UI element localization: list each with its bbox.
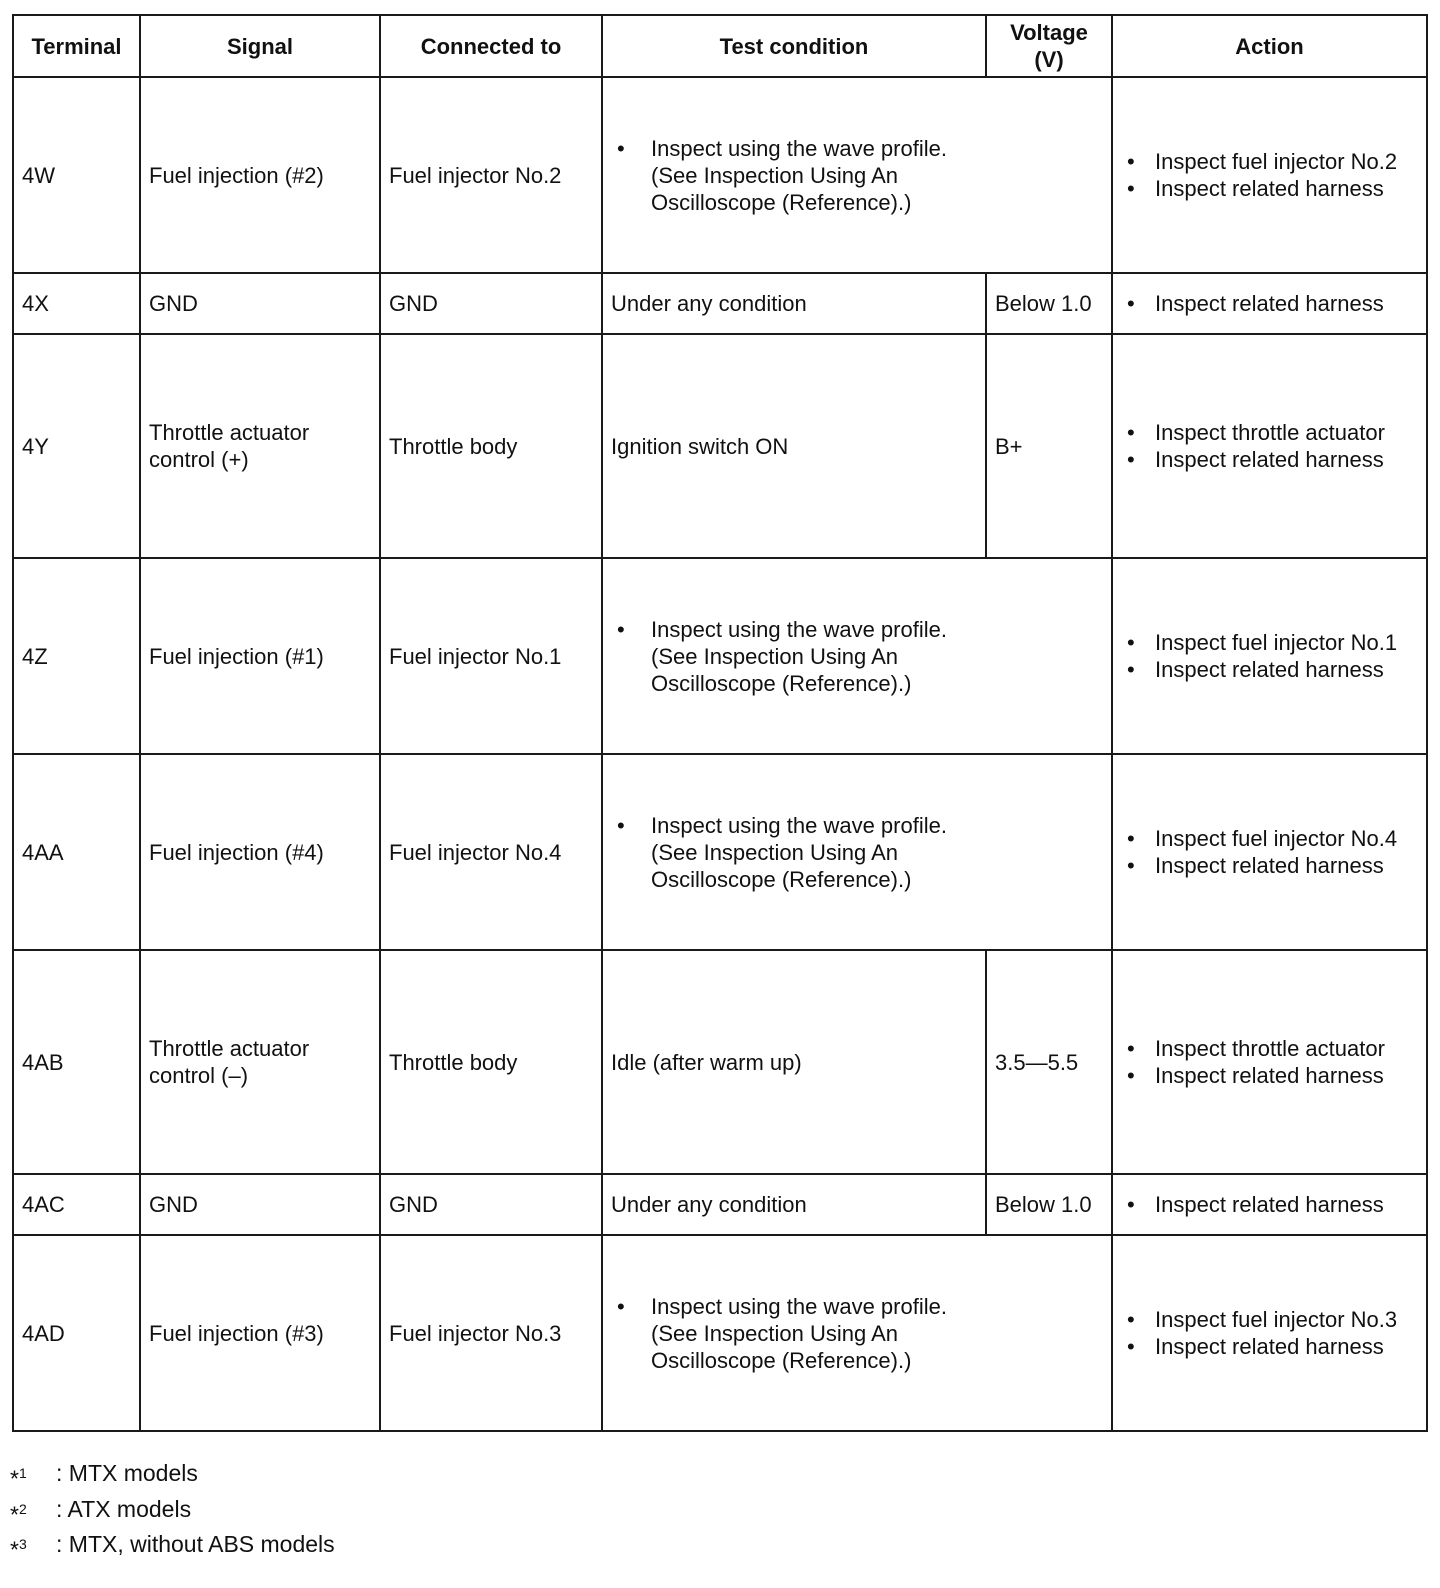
cell-connected-to: Fuel injector No.3 bbox=[380, 1235, 602, 1431]
footnote-mark bbox=[10, 1529, 56, 1565]
cell-signal: Fuel injection (#1) bbox=[140, 558, 380, 754]
bullet-icon: • bbox=[1127, 826, 1135, 851]
table-row bbox=[13, 77, 1427, 273]
action-item bbox=[1121, 1333, 1418, 1360]
bullet-icon: • bbox=[1127, 657, 1135, 682]
header-action: Action bbox=[1112, 15, 1427, 77]
action-item bbox=[1121, 1306, 1418, 1333]
cell-test-condition bbox=[602, 558, 1112, 754]
cell-signal: Throttle actuator control (+) bbox=[140, 334, 380, 558]
footnote-3 bbox=[10, 1529, 335, 1565]
cell-connected-to: Fuel injector No.1 bbox=[380, 558, 602, 754]
footnote-number: 2 bbox=[18, 1500, 27, 1517]
cell-test-condition bbox=[602, 1235, 1112, 1431]
action-item bbox=[1121, 419, 1418, 446]
action-item bbox=[1121, 629, 1418, 656]
bullet-icon: • bbox=[1127, 176, 1135, 201]
cell-action bbox=[1112, 950, 1427, 1174]
bullet-icon: • bbox=[1127, 630, 1135, 655]
cell-terminal: 4Y bbox=[13, 334, 140, 558]
action-item bbox=[1121, 175, 1418, 202]
footnote-number: 3 bbox=[18, 1536, 27, 1553]
footnote-2 bbox=[10, 1494, 335, 1530]
action-text: Inspect related harness bbox=[1155, 291, 1384, 316]
footnote-text: : MTX models bbox=[56, 1460, 198, 1486]
cell-test-condition: Under any condition bbox=[602, 1174, 986, 1235]
cell-signal: Fuel injection (#4) bbox=[140, 754, 380, 950]
test-condition-text: Inspect using the wave profile. (See Inspection Using An Oscilloscope (Reference).) bbox=[651, 616, 947, 696]
cell-test-condition: Under any condition bbox=[602, 273, 986, 334]
cell-terminal: 4W bbox=[13, 77, 140, 273]
footnotes bbox=[10, 1458, 335, 1565]
bullet-icon: • bbox=[617, 1293, 625, 1319]
bullet-icon: • bbox=[1127, 1192, 1135, 1217]
cell-connected-to: Throttle body bbox=[380, 950, 602, 1174]
test-condition-text: Inspect using the wave profile. (See Inspection Using An Oscilloscope (Reference).) bbox=[651, 812, 947, 892]
footnote-number: 1 bbox=[18, 1465, 27, 1481]
cell-test-condition bbox=[602, 77, 1112, 273]
cell-connected-to: GND bbox=[380, 273, 602, 334]
test-condition-text: Inspect using the wave profile. (See Inspection Using An Oscilloscope (Reference).) bbox=[651, 1293, 947, 1373]
header-voltage: Voltage (V) bbox=[986, 15, 1112, 77]
action-text: Inspect throttle actuator bbox=[1155, 1036, 1385, 1061]
table-row bbox=[13, 754, 1427, 950]
table-row bbox=[13, 273, 1427, 334]
cell-action bbox=[1112, 754, 1427, 950]
table-row bbox=[13, 950, 1427, 1174]
cell-action bbox=[1112, 1174, 1427, 1235]
bullet-icon: • bbox=[1127, 420, 1135, 445]
action-item bbox=[1121, 1035, 1418, 1062]
action-item bbox=[1121, 148, 1418, 175]
footnote-text: : ATX models bbox=[56, 1495, 192, 1522]
footnote-asterisk: * bbox=[10, 1501, 19, 1528]
cell-terminal: 4Z bbox=[13, 558, 140, 754]
footnote-1 bbox=[10, 1458, 335, 1494]
action-text: Inspect related harness bbox=[1155, 853, 1384, 878]
cell-connected-to: Fuel injector No.2 bbox=[380, 77, 602, 273]
test-condition-text: Inspect using the wave profile. (See Inspection Using An Oscilloscope (Reference).) bbox=[651, 135, 947, 215]
cell-signal: Throttle actuator control (–) bbox=[140, 950, 380, 1174]
table-header-row bbox=[13, 15, 1427, 77]
cell-terminal: 4AA bbox=[13, 754, 140, 950]
action-text: Inspect related harness bbox=[1155, 1192, 1384, 1217]
bullet-icon: • bbox=[1127, 291, 1135, 316]
action-item bbox=[1121, 656, 1418, 683]
cell-connected-to: Fuel injector No.4 bbox=[380, 754, 602, 950]
cell-signal: Fuel injection (#2) bbox=[140, 77, 380, 273]
header-signal: Signal bbox=[140, 15, 380, 77]
action-item bbox=[1121, 852, 1418, 879]
header-test-condition: Test condition bbox=[602, 15, 986, 77]
cell-voltage: B+ bbox=[986, 334, 1112, 558]
action-item bbox=[1121, 1062, 1418, 1089]
bullet-icon: • bbox=[617, 812, 625, 838]
bullet-icon: • bbox=[1127, 853, 1135, 878]
action-item bbox=[1121, 1191, 1418, 1218]
cell-terminal: 4X bbox=[13, 273, 140, 334]
cell-action bbox=[1112, 77, 1427, 273]
bullet-icon: • bbox=[1127, 1307, 1135, 1332]
cell-terminal: 4AC bbox=[13, 1174, 140, 1235]
terminal-spec-table bbox=[12, 14, 1428, 1432]
cell-connected-to: GND bbox=[380, 1174, 602, 1235]
table-row bbox=[13, 558, 1427, 754]
action-item bbox=[1121, 290, 1418, 317]
action-item bbox=[1121, 825, 1418, 852]
cell-terminal: 4AB bbox=[13, 950, 140, 1174]
bullet-icon: • bbox=[1127, 447, 1135, 472]
cell-action bbox=[1112, 334, 1427, 558]
cell-action bbox=[1112, 273, 1427, 334]
cell-test-condition: Ignition switch ON bbox=[602, 334, 986, 558]
footnote-mark bbox=[10, 1494, 56, 1530]
bullet-icon: • bbox=[617, 135, 625, 161]
header-connected-to: Connected to bbox=[380, 15, 602, 77]
footnote-mark bbox=[10, 1458, 56, 1494]
cell-action bbox=[1112, 558, 1427, 754]
cell-voltage: Below 1.0 bbox=[986, 1174, 1112, 1235]
table-row bbox=[13, 1174, 1427, 1235]
action-text: Inspect fuel injector No.4 bbox=[1155, 826, 1398, 851]
bullet-icon: • bbox=[1127, 1036, 1135, 1061]
bullet-icon: • bbox=[1127, 149, 1135, 174]
footnote-text: : MTX, without ABS models bbox=[56, 1531, 335, 1558]
footnote-asterisk: * bbox=[10, 1536, 19, 1563]
action-text: Inspect fuel injector No.2 bbox=[1155, 149, 1398, 174]
action-text: Inspect fuel injector No.3 bbox=[1155, 1307, 1398, 1332]
action-text: Inspect related harness bbox=[1155, 1334, 1384, 1359]
action-text: Inspect related harness bbox=[1155, 1063, 1384, 1088]
footnote-asterisk: * bbox=[10, 1465, 19, 1492]
cell-test-condition: Idle (after warm up) bbox=[602, 950, 986, 1174]
bullet-icon: • bbox=[1127, 1334, 1135, 1359]
cell-test-condition bbox=[602, 754, 1112, 950]
cell-voltage: Below 1.0 bbox=[986, 273, 1112, 334]
cell-signal: GND bbox=[140, 1174, 380, 1235]
cell-voltage: 3.5—5.5 bbox=[986, 950, 1112, 1174]
action-text: Inspect related harness bbox=[1155, 176, 1384, 201]
action-text: Inspect related harness bbox=[1155, 447, 1384, 472]
cell-signal: Fuel injection (#3) bbox=[140, 1235, 380, 1431]
action-text: Inspect throttle actuator bbox=[1155, 420, 1385, 445]
cell-signal: GND bbox=[140, 273, 380, 334]
action-item bbox=[1121, 446, 1418, 473]
table-row bbox=[13, 334, 1427, 558]
table-row bbox=[13, 1235, 1427, 1431]
cell-action bbox=[1112, 1235, 1427, 1431]
cell-connected-to: Throttle body bbox=[380, 334, 602, 558]
cell-terminal: 4AD bbox=[13, 1235, 140, 1431]
bullet-icon: • bbox=[617, 616, 625, 642]
action-text: Inspect related harness bbox=[1155, 657, 1384, 682]
bullet-icon: • bbox=[1127, 1063, 1135, 1088]
action-text: Inspect fuel injector No.1 bbox=[1155, 630, 1398, 655]
header-terminal: Terminal bbox=[13, 15, 140, 77]
